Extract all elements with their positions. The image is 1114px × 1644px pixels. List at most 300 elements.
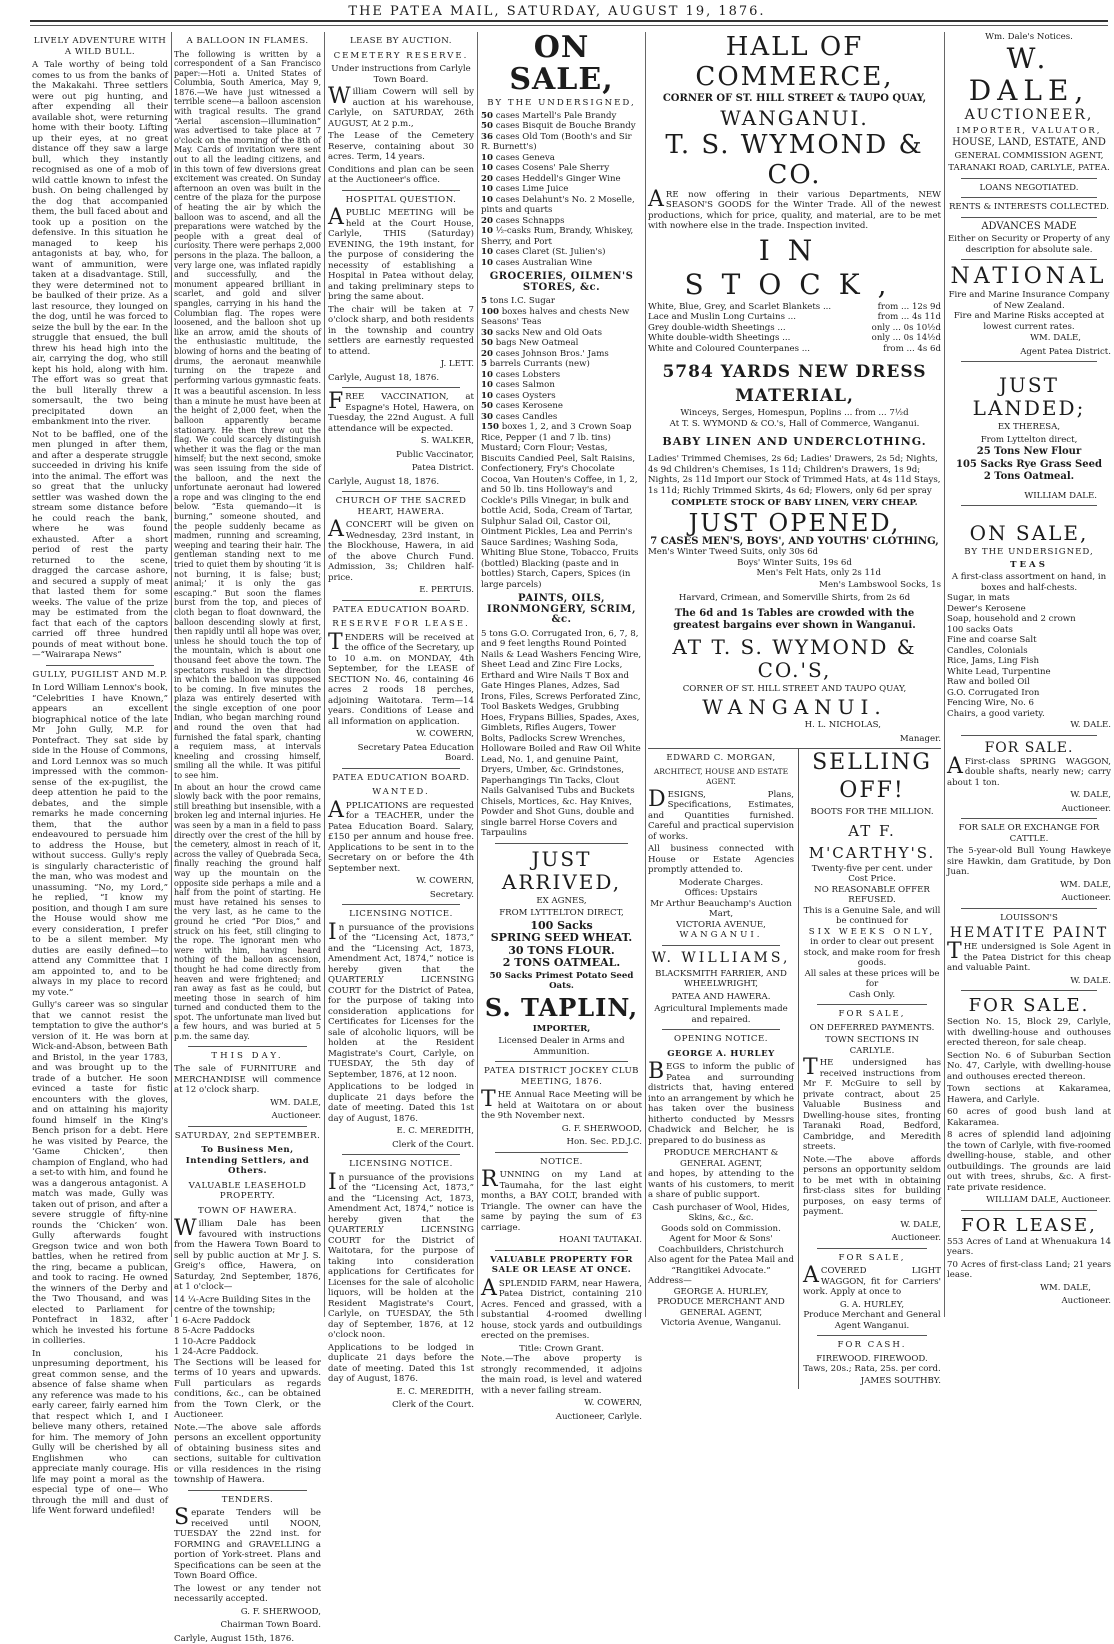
list-item: 10 cases Oysters: [481, 390, 556, 401]
ad-banner: ON SALE,: [969, 521, 1089, 545]
signature-role: Chairman Town Board.: [220, 1620, 321, 1631]
ad-heading: WANTED.: [372, 787, 430, 797]
ad-text: In pursuance of the provisions of the “Licensing Act, 1873,” and the “Licensing Act, 1873, Amendment Act, 1874,” notice is hereby given that the QUARTERLY LICENSING COURT for the District of Waitotara, for the purpose of taking into consideration applications for Certificates for Licenses for the sale of alcoholic liquors, will be holden at the Resident Magistrate's Court, Carlyle, on TUESDAY, the 5th day of September, 1876, at 12 o'clock noon.: [328, 1169, 474, 1340]
ad-heading: FOR SALE,: [838, 1252, 906, 1263]
list-item: 1 24-Acre Paddock.: [174, 1347, 259, 1358]
separator: [188, 1046, 307, 1047]
ad-text: Twenty-five per cent. under Cost Price.: [811, 863, 933, 884]
list-item: 50 cases Kerosene: [481, 401, 563, 411]
list-item: 100 boxes halves and chests New Seasons' Teas: [481, 306, 630, 327]
ad-text: Winceys, Serges, Homespun, Poplins ... from ... 7½d: [680, 408, 909, 418]
list-item: 10 cases Lime Juice: [481, 184, 569, 194]
ad-text: 70 Acres of first-class Land; 21 years lease.: [947, 1259, 1111, 1280]
list-item: 20 cases Heddell's Ginger Wine: [481, 173, 621, 184]
ad-text: Either on Security or Property of any description for absolute sale.: [947, 234, 1110, 255]
ad-text: Offices: Upstairs: [684, 888, 758, 898]
separator: [817, 1335, 927, 1336]
signature-role: Public Vaccinator,: [396, 449, 474, 460]
ad-subheading: ADVANCES MADE: [981, 220, 1077, 232]
lower-right-ads: [799, 749, 941, 1389]
ad-text: Fire and Marine Risks accepted at lowest current rates.: [953, 311, 1105, 332]
ad-heading: OPENING NOTICE.: [674, 1034, 768, 1044]
separator: [961, 259, 1097, 260]
signature-role: Auctioneer.: [1061, 893, 1111, 903]
ad-subheading: BOOTS FOR THE MILLION.: [810, 807, 934, 817]
list-item: 30 sacks New and Old Oats: [481, 327, 603, 338]
ad-text: Fire and Marine Insurance Company of New Zealand.: [948, 290, 1110, 311]
signature-role: Auctioneer.: [1061, 1296, 1111, 1306]
ad-subheading: EX AGNES,: [536, 895, 587, 906]
ad-text: THE Annual Race Meeting will be held at Waitotara on or about the 9th November next.: [481, 1087, 642, 1121]
ad-text: BEGS to inform the public of Patea and surrounding districts that, having entered into an arrangement by which he has taken over the business hitherto conducted by Messrs Chadwick and Belcher, he is prepared to do business as: [648, 1059, 794, 1146]
ad-text: The sale of FURNITURE and MERCHANDISE will commence at 12 o'clock sharp.: [174, 1064, 321, 1096]
article-title: GULLY, PUGILIST AND M.P.: [32, 669, 168, 680]
list-item: 10 cases Salmon: [481, 380, 555, 390]
ad-text: A first-class assortment on hand, in boxes and half-chests.: [951, 572, 1107, 593]
ad-banner: S. TAPLIN,: [484, 992, 639, 1022]
list-item: 10 cases Delahunt's No. 2 Moselle, pints and quarts: [481, 194, 635, 215]
ad-text: COMPLETE STOCK OF BABY LINEN, VERY CHEAP.: [671, 498, 918, 508]
ad-subheading: EX THERESA,: [997, 422, 1061, 432]
ad-text: ARE now offering in their various Departments, NEW SEASON'S GOODS for the Winter Trade. All of the newest productions, which for price, quality, and material, are to be met with nowhere else in the trade. Inspection invited.: [648, 186, 941, 231]
list-item: 1 6-Acre Paddock: [174, 1315, 251, 1326]
signature: WM. DALE,: [270, 1097, 321, 1108]
signature: W. DALE.: [1070, 975, 1111, 986]
separator: [961, 217, 1097, 218]
ad-heading: EDWARD C. MORGAN,: [666, 753, 776, 763]
article-title: A BALLOON IN FLAMES.: [186, 36, 309, 46]
signature-role: Auctioneer, Carlyle.: [555, 1411, 642, 1422]
column-6: [947, 32, 1111, 1317]
ad-text: All sales at these prices will be for: [804, 968, 940, 989]
ad-subheading: CORNER OF ST. HILL STREET & TAUPO QUAY,: [662, 93, 927, 104]
ad-subheading: 25 Tons New Flour: [976, 446, 1082, 457]
ad-subheading: CORNER OF ST. HILL STREET AND TAUPO QUAY,: [682, 683, 907, 694]
ad-text: Cash purchaser of Wool, Hides, Skins, &c., &c.: [652, 1202, 790, 1223]
ad-heading: FOR SALE.: [984, 739, 1074, 756]
ad-text: SIX WEEKS ONLY,: [808, 926, 936, 937]
signature-role: Manager.: [899, 733, 941, 744]
signature: WILLIAM DALE, Auctioneer.: [986, 1195, 1111, 1205]
ad-text: Applications to be lodged in duplicate 21 days before the date of meeting. Dated this 1st day of August, 1876.: [328, 1082, 474, 1124]
article-paragraph: In conclusion, his unpresuming deportment, his great common sense, and the absence of false shame when any reference was made to his early career, fairly earned him that respect which I, and I believe many others, retained for him. The memory of John Gully will be cherished by all Englishmen who can appreciate manly courage. His life may point a moral as the especial type of one— Who through the mill and dust of life Went forward undefiled!: [32, 1348, 168, 1516]
goods-list: [481, 111, 642, 269]
signature: E. C. MEREDITH,: [396, 1386, 474, 1397]
list-item: Rice, Jams, Ling Fish: [947, 656, 1040, 666]
signature: J. LETT.: [440, 359, 474, 369]
signature: WM. DALE,: [1060, 879, 1111, 890]
ad-text: ASPLENDID FARM, near Hawera, Patea District, containing 210 Acres. Fenced and grassed, with a substantial 4-roomed dwelling house, stock yards and outbuildings erected on the premises.: [481, 1275, 642, 1341]
separator: [817, 1004, 927, 1005]
ad-heading: LEASE BY AUCTION.: [349, 36, 453, 46]
ad-text: Applications to be lodged in duplicate 21 days before the date of meeting. Dated this 1st day of August, 1876.: [328, 1342, 474, 1384]
ad-text: Men's Lambswool Socks, 1s: [819, 579, 941, 590]
ad-banner: WANGANUI.: [720, 105, 869, 130]
ad-heading: 5784 YARDS NEW DRESS MATERIAL,: [662, 362, 927, 406]
list-item: G.O. Corrugated Iron: [947, 687, 1040, 698]
signature-role: Auctioneer.: [271, 1111, 321, 1122]
ad-heading: PATEA EDUCATION BOARD.: [332, 772, 470, 783]
list-item: 1 10-Acre Paddock: [174, 1336, 256, 1347]
signature-role: Auctioneer.: [891, 1233, 941, 1243]
ad-text: The Sections will be leased for terms of 10 years and upwards. Full particulars as regards conditions, &c., can be obtained from the Town Clerk, or the Auctioneer.: [174, 1357, 321, 1421]
ad-text: The chair will be taken at 7 o'clock sharp, and both residents in the township and country settlers are earnestly requested to attend.: [328, 304, 474, 357]
separator: [961, 361, 1097, 362]
ad-banner: NATIONAL: [950, 264, 1108, 289]
column-5: [648, 32, 941, 1386]
lower-left-ads: [648, 749, 799, 1389]
signature-role: Secretary.: [429, 889, 474, 900]
signature: GEORGE A. HURLEY,: [673, 1286, 769, 1297]
separator: [961, 197, 1097, 198]
ad-text: APUBLIC MEETING will be held at the Court House, Carlyle, THIS (Saturday) EVENING, the 19th instant, for the purpose of considering the necessity of establishing a Hospital in Patea without delay, and taking preliminary steps to bring the same about.: [328, 205, 474, 302]
column-divider: [645, 32, 646, 1317]
ad-heading: GEORGE A. HURLEY: [667, 1048, 775, 1059]
ad-banner: AT T. S. WYMOND & CO.'S,: [672, 634, 917, 682]
separator: [817, 1248, 927, 1249]
signature-role: Agent Patea District.: [1020, 346, 1111, 357]
ad-subheading: 100 Sacks: [530, 918, 593, 932]
article-paragraph: The following is written by a correspondent of a San Francisco paper:—Hoti a. United States of Columbia, South America, May 9, 1876.—We have just witnessed a terrible scene—a balloon ascension with tragical results. The grand “Aerial ascension—illumination” was advertised to take place at 7 o'clock on the morning of the 8th of May. Cards of invitation were sent out to all the leading citizens, and in this town of few diversions great excitement was created. On Sunday afternoon an oven was built in the centre of the plaza for the purpose of heating the air by which the balloon was to ascend, and all the preparations were watched by the people with a great deal of curiosity. There were perhaps 2,000 persons in the plaza. The balloon, a very large one, was inflated rapidly and successfully, and the monument appeared brilliant in scarlet, and gold and silver spangles, carrying in his hand the Columbian flag. The ropes were loosened, and the balloon shot up like an arrow, amid the shouts of the enthusiastic multitude, the blowing of horns and the beating of drums, the aeronaut meanwhile turning on the trapeze and performing various gymnastic feats.: [174, 49, 321, 385]
ad-text: DESIGNS, Plans, Specifications, Estimates, and Quantities furnished. Careful and practical supervision of works.: [648, 786, 794, 842]
ad-banner: JUST OPENED,: [688, 508, 901, 537]
signature: W. COWERN,: [416, 729, 474, 739]
column-divider: [477, 32, 478, 1317]
ad-subheading: RENTS & INTERESTS COLLECTED.: [948, 202, 1110, 212]
ad-heading: GROCERIES, OILMEN'S STORES, &c.: [489, 271, 634, 293]
separator: [662, 945, 780, 946]
list-item: 10 ½-casks Rum, Brandy, Whiskey, Sherry, and Port: [481, 226, 634, 247]
signature: G. A. HURLEY,: [839, 1299, 905, 1310]
ad-heading: HEMATITE PAINT: [949, 925, 1109, 941]
ad-note: Note.—The above sale affords persons an excellent opportunity of obtaining business sites and sections, suitable for cultivation or villa residences in the rising township of Hawera.: [174, 1422, 321, 1486]
ad-text: Section No. 6 of Suburban Section No. 47, Carlyle, with dwelling-house and outhouses erected thereon.: [947, 1050, 1111, 1082]
list-item: White double-width Sheetings ... only ... 0s 14½d: [648, 333, 941, 343]
ad-text: Harvard, Crimean, and Somerville Shirts, from 2s 6d: [678, 593, 911, 603]
separator: [961, 1210, 1097, 1211]
ad-text: In pursuance of the provisions of the “Licensing Act, 1873,” and the “Licensing Act, 1873, Amendment Act, 1874,” notice is hereby given that the QUARTERLY LICENSING COURT for the District of Patea, for the purpose of taking into consideration applications for Certificates for Licenses for the sale of alcoholic liquors, will be holden at the Resident Magistrate's Court, Carlyle, on TUESDAY, the 5th day of September, 1876, at 12 noon.: [328, 919, 474, 1080]
ad-subheading: PATEA AND HAWERA.: [671, 991, 771, 1002]
lot-list: [174, 1295, 321, 1358]
lower-ads: [648, 748, 941, 1389]
signature: WM. DALE,: [1040, 1282, 1091, 1293]
ad-text: Agent for Moor & Sons' Coachbuilders, Christchurch: [658, 1234, 784, 1255]
signature-role: Victoria Avenue, Wanganui.: [660, 1318, 782, 1328]
list-item: 50 cases Bisquit de Bouche Brandy: [481, 121, 636, 131]
ad-text: At T. S. WYMOND & CO.'s, Hall of Commerce, Wanganui.: [669, 418, 920, 429]
separator: [961, 735, 1097, 736]
ad-heading: LICENSING NOTICE.: [349, 909, 453, 919]
goods-list: [947, 593, 1111, 719]
list-item: 50 cases Martell's Pale Brandy: [481, 110, 617, 121]
ad-text: Goods sold on Commission.: [661, 1223, 781, 1234]
ad-text: 8 acres of splendid land adjoining the town of Carlyle, with five-roomed dwelling-house, stable, and other outbuildings. The grounds are laid out with trees, shrubs, &c. A first-rate private residence.: [947, 1130, 1111, 1193]
list-item: Candles, Colonials: [947, 645, 1028, 656]
ad-text: Cash Only.: [848, 989, 896, 1000]
list-item: 30 cases Candles: [481, 411, 558, 422]
article-paragraph: In about an hour the crowd came slowly back with the poor remains, still breathing but insensible, with a broken leg and internal injuries. He was seen by a man in a field to pass directly over the crest of the hill by the cemetery, almost in reach of it, across the valley of Quebrada Seca, finally reaching the ground half way up the mountain on the opposite side perhaps a mile and a half from the point of starting. He must have retained his senses to the very last, as he came to the ground he cried “Por Dios,” and struck on his feet, still clinging to the rope. The ignorant men who were with him, having heard nothing of the balloon ascension, thought he had come directly from heaven and were frightened; and ran away as fast as he could, but meeting those in search of him turned and conducted them to the spot. The unfortunate man lived but a few hours, and was buried at 5 p.m. the same day.: [174, 782, 321, 1042]
list-item: Lace and Muslin Long Curtains ... from ... 4s 11d: [648, 312, 941, 322]
ad-heading: VALUABLE LEASEHOLD PROPERTY.: [188, 1180, 307, 1202]
signature-role: Auctioneer.: [1061, 803, 1111, 814]
ad-banner: ON SALE,: [509, 30, 614, 97]
ad-heading: LICENSING NOTICE.: [349, 1159, 453, 1169]
ad-banner: W. DALE,: [968, 41, 1090, 107]
signature-role: Secretary Patea Education Board.: [357, 742, 474, 763]
separator: [495, 1061, 628, 1062]
article-paragraph: It was a beautiful ascension. In less than a minute he must have been at the height of 2,000 feet, when the balloon apparently became stationary. He then threw out the flag. We could scarcely distinguish whether it was the flag or the man himself; but the next second, smoke was seen issuing from the side of the balloon, and the next the unfortunate aeronaut had lowered a rope and was clinging to the end below. “Esta quemando—it is burning,” someone shouted, and the people suddenly became as madmen, running and screaming, weeping and tearing their hair. The gentleman standing next to me tried to quiet them by shouting ‘it is not burning, it is false; bust; animal;’ it is only the gas escaping.” But soon the flames burst from the top, and pieces of cloth began to float downward, the balloon descending slowly at first, then rapidly until all hope was over, unless he should touch the top of the mountain, which is about one thousand feet above the town. The spectators rushed in the direction in which the balloon was supposed to be coming. In five minutes the plaza was entirely deserted with the single exception of one poor Indian, who began marching round and round the oven that had furnished the fatal spark, chanting a requiem mass, at intervals kneeling and crossing himself, smiling all the while. It was pitiful to see him.: [174, 387, 321, 781]
ad-heading: PATEA DISTRICT JOCKEY CLUB MEETING, 1876.: [483, 1066, 639, 1087]
article-paragraph: Not to be baffled, one of the men plunged in after them, and after a desperate struggle succeeded in driving his knife into the animal. The effort was so great that the unlucky settler was washed down the stream some distance before he could reach the bank, where he was found exhausted. After a short period of rest the party returned to the scene, dragged the carcase ashore, and secured a supply of meat that lasted them for some weeks. The value of the prize may be estimated from the fact that each of the captors carried off three hundred pounds of meat without bone.—“Wairarapa News”: [32, 429, 168, 660]
ad-banner: FOR LEASE,: [961, 1214, 1097, 1236]
separator: [188, 1126, 307, 1127]
section-heading: Wm. Dale's Notices.: [985, 32, 1073, 42]
signature-role: Hon. Sec. P.D.J.C.: [566, 1137, 642, 1147]
list-item: White and Coloured Counterpanes ... from ... 4s 6d: [648, 343, 941, 354]
ad-text: All business connected with House or Estate Agencies promptly attended to.: [648, 844, 794, 875]
list-item: Fencing Wire, No. 6: [947, 698, 1035, 708]
ad-text: VICTORIA AVENUE,: [676, 919, 766, 930]
ad-date: Carlyle, August 18, 1876.: [328, 476, 440, 487]
ad-heading: W. WILLIAMS,: [651, 949, 791, 966]
signature: W. COWERN,: [416, 876, 474, 886]
ad-text: Also agent for the Patea Mail and “Rangitikei Advocate.”: [648, 1255, 794, 1276]
ad-note: Note.—The above property is strongly recommended, it adjoins the main road, is level and watered with a never failing stream.: [481, 1354, 642, 1396]
separator: [961, 990, 1097, 991]
article-paragraph: In Lord William Lennox's book, “Celebrities I have Known,” appears an excellent biographical notice of the late Mr John Gully, M.P. for Pontefract. They sat side by side in the House of Commons, and Lord Lennox was so much impressed with the common-sense of the ex-pugilist, the deep attention he paid to the debates, and the simple remarks he made concerning them, that the author endeavoured to persuade him to address the House, but without success. Gully's reply is singularly characteristic of the man, who was modest and unassuming. “No, my Lord,” he replied, “I know my position, and though I am sure the House would show me every consideration, I prefer to be a silent member. My duties are easily defined—to attend any Committee that I am appointed to, and to be always in my place to record my vote.”: [32, 683, 168, 998]
ad-subheading: FROM LYTTELTON DIRECT,: [499, 908, 624, 918]
ad-note: Note.—The above affords persons an opportunity seldom to be met with in obtaining first-class sites for building purposes, on easy terms of payment.: [803, 1154, 941, 1217]
separator: [495, 1152, 628, 1153]
ad-subheading: Licensed Dealer in Arms and Ammunition.: [498, 1036, 625, 1057]
ad-heading: FOR CASH.: [837, 1340, 907, 1350]
separator: [961, 818, 1097, 819]
ad-subheading: FOR SALE OR EXCHANGE FOR CATTLE.: [958, 823, 1100, 844]
list-item: 10 cases Cosens' Pale Sherry: [481, 163, 610, 173]
separator: [961, 178, 1097, 179]
ad-text: Men's Winter Tweed Suits, only 30s 6d: [648, 547, 819, 557]
signature: S. WALKER,: [420, 436, 474, 446]
separator: [342, 1154, 460, 1155]
ad-heading: CEMETERY RESERVE.: [333, 50, 469, 61]
list-item: 10 cases Lobsters: [481, 369, 561, 380]
ad-banner: JUST LANDED;: [972, 373, 1086, 420]
list-item: 36 cases Old Tom (Booth's and Sir R. Burnett's): [481, 131, 632, 152]
ad-text: FREE VACCINATION, at Espagne's Hotel, Hawera, on Tuesday, the 22nd August. A full attendance will be expected.: [328, 389, 474, 434]
ad-text: 60 acres of good bush land at Kakaramea.: [947, 1107, 1111, 1128]
ad-banner: WANGANUI.: [702, 695, 887, 719]
separator: [961, 505, 1097, 506]
separator: [342, 904, 460, 905]
ad-text: Separate Tenders will be received until NOON, TUESDAY the 22nd inst. for FORMING and GRAVELLING a portion of York-street. Plans and Specifications can be seen at the Town Board Office.: [174, 1505, 321, 1582]
ad-subheading: Under instructions from Carlyle Town Board.: [331, 64, 471, 85]
ad-heading: HOSPITAL QUESTION.: [345, 194, 457, 205]
ad-text: TENDERS will be received at the office of the Secretary, up to 10 a.m. on MONDAY, 4th September, for the LEASE of SECTION No. 46, containing 46 acres 2 roods 18 perches, adjoining Waitotara. Term—14 years. Conditions of Lease and all information on application.: [328, 629, 474, 727]
ad-subheading: 7 CASES MEN'S, BOYS', AND YOUTHS' CLOTHING,: [650, 535, 939, 547]
column-2: [174, 32, 321, 1644]
separator: [342, 491, 460, 492]
signature-role: Patea District.: [411, 463, 474, 473]
list-item: Grey double-width Sheetings ... only ... 0s 10½d: [648, 322, 941, 333]
ad-text: The 6d and 1s Tables are crowded with the greatest bargains ever shown in Wanganui.: [673, 607, 916, 631]
column-3: [328, 32, 474, 1410]
signature: E. PERTUIS.: [419, 585, 474, 595]
ad-subheading: LOUISSON'S: [1000, 912, 1058, 923]
ad-subheading: 2 Tons Oatmeal.: [983, 471, 1075, 482]
ad-text: RUNNING on my Land at Taumaha, for the last eight months, a BAY COLT, branded with Triangle. The owner can have the same by paying the sum of £3 carriage.: [481, 1167, 642, 1233]
list-item: Dewer's Kerosene: [947, 603, 1026, 614]
list-item: 8 5-Acre Paddocks: [174, 1326, 255, 1337]
ad-text: Section No. 15, Block 29, Carlyle, with dwelling-house and outhouses erected thereon, for sale cheap.: [947, 1017, 1111, 1048]
ad-subheading: TEAS: [1010, 559, 1048, 570]
ad-text: NO REASONABLE OFFER REFUSED.: [814, 884, 930, 905]
ad-banner: T. S. WYMOND & CO.: [665, 129, 924, 190]
ad-date: Carlyle, August 18, 1876.: [328, 372, 440, 383]
ad-text: THE undersigned has received instructions from Mr F. McGuire to sell by private contract, about 25 Valuable Business and Dwelling-house sites, fronting Taranaki Road, Bedford, Cambridge, and Meredith streets.: [803, 1055, 941, 1152]
ad-text: ACOVERED LIGHT WAGGON, fit for Carriers' work. Apply at once to: [803, 1263, 941, 1297]
top-rule: [30, 20, 1108, 22]
signature: JAMES SOUTHBY.: [860, 1375, 941, 1386]
signature: G. F. SHERWOOD,: [240, 1606, 321, 1617]
ad-subheading: 30 TONS FLOUR.: [508, 943, 615, 957]
column-divider: [324, 32, 325, 1317]
ad-text: WANGANUI.: [679, 930, 763, 940]
list-item: 5 tons I.C. Sugar: [481, 296, 556, 306]
ad-text: Men's Felt Hats, only 2s 11d: [756, 568, 881, 578]
ad-subheading: TARANAKI ROAD, CARLYLE, PATEA.: [948, 163, 1110, 173]
list-item: 5 barrels Currants (new): [481, 359, 590, 369]
signature: H. L. NICHOLAS,: [804, 720, 881, 730]
list-item: Soap, household and 2 crown: [947, 614, 1076, 624]
ad-date: Carlyle, August 15th, 1876.: [174, 1633, 295, 1644]
ad-text: Rice, Pepper (1 and 7 lb. tins) Mustard; Corn Flour; Vestas, Biscuits Candied Peel, Salt Raisins, Confectionery, Fry's Chocolate Cocoa, Van Houten's Coffee, in 1, 2, and 50 lb. tins Holloway's and Cockle's Pills Vinegar, in bulk and bottle Acid, Soda, Cream of Tartar, Sulphur Salad Oil, Castor Oil, Ointment Pickles, Lea and Perrin's Sauce Sardines; Washing Soda, Whiting Blue Stone, Tobacco, Fruits (bottled) Blacking (paste and in bottles) Starch, Capers, Spices (in large parcels): [481, 432, 639, 590]
ad-subheading: IMPORTER,: [532, 1023, 591, 1034]
ad-subheading: From Lyttelton direct,: [980, 434, 1078, 445]
signature: E. C. MEREDITH,: [396, 1126, 474, 1136]
ad-text: Boys' Winter Suits, 19s 6d: [737, 557, 852, 568]
ad-heading: SATURDAY, 2nd SEPTEMBER.: [174, 1130, 321, 1141]
separator: [342, 387, 460, 388]
list-item: 10 cases Australian Wine: [481, 257, 593, 268]
ad-subheading: BY THE UNDERSIGNED,: [964, 547, 1094, 557]
signature: W. DALE,: [1070, 790, 1111, 800]
column-divider: [944, 32, 945, 1317]
ad-subheading: IMPORTER, VALUATOR,: [956, 125, 1102, 136]
list-item: 50 bags New Oatmeal: [481, 338, 579, 348]
signature-role: PRODUCE MERCHANT AND GENERAL AGENT,: [657, 1297, 785, 1318]
article-paragraph: A Tale worthy of being told comes to us from the banks of the Makakahi. Three settlers were out pig hunting, and after expending all their available shot, were returning home with their booty. Lifting up their eyes, at no great distance off they saw a large bull, which they instantly recognised as one of a mob of wild cattle known to infest the bush. On being challenged by the dog that accompanied them, the bull faced about and took up a position on the defensive. In this situation he managed to keep his antagonists at bay, who, for want of ammunition, were taken at a disadvantage. Still, they were determined not to be baulked of their prize. As a last resource, they lounged on the dog, until he was forced to seize the bull by the ear. In the struggle that ensued, the bull threw his head high into the air, carrying the dog, who still kept his hold, along with him. The effort was so great that the bull literally threw a somersault, the two being precipitated down an embankment into the river.: [32, 60, 168, 427]
signature: G. F. SHERWOOD,: [561, 1123, 642, 1134]
ad-heading: AUCTIONEER,: [964, 106, 1094, 123]
list-item: White Lead, Turpentine: [947, 666, 1051, 677]
stock-list: [648, 302, 941, 355]
ad-text: William Cowern will sell by auction at his warehouse, Carlyle, on SATURDAY, 26th AUGUST, At 2 p.m.,: [328, 84, 474, 129]
ad-heading: To Business Men, Intending Settlers, and Others.: [185, 1145, 310, 1177]
signature: HOANI TAUTAKAI.: [559, 1235, 642, 1245]
ad-heading: RESERVE FOR LEASE.: [332, 619, 470, 629]
ad-subheading: LOANS NEGOTIATED.: [979, 182, 1079, 193]
ad-heading: TENDERS.: [221, 1494, 274, 1505]
separator: [342, 768, 460, 769]
ad-text: 553 Acres of Land at Whenuakura 14 years.: [947, 1236, 1111, 1257]
signature-role: Produce Merchant and General Agent Wanganui.: [803, 1310, 941, 1331]
top-rule-thin: [30, 25, 1108, 26]
ad-text: The 5-year-old Bull Young Hawkeye sire Hawkin, dam Gratitude, by Don Juan.: [947, 846, 1111, 877]
column-4: [481, 30, 642, 1422]
list-item: Fine and coarse Salt: [947, 635, 1037, 645]
separator: [46, 665, 154, 666]
ad-text: Ladies' Trimmed Chemises, 2s 6d; Ladies' Drawers, 2s 5d; Nights, 4s 9d Children's Chemises, 1s 11d; Children's Drawers, 1s 9d; Nights, 2s 11d Import our Stock of Trimmed Hats, at 4s 11d Stays, 1s 11d; Richly Trimmed Skirts, 4s 6d; Flowers, only 6d per spray: [648, 454, 941, 496]
ad-heading: BABY LINEN AND UNDERCLOTHING.: [662, 435, 927, 448]
ad-banner: HALL OF COMMERCE,: [695, 32, 894, 92]
ad-subheading: 105 Sacks Rye Grass Seed: [956, 458, 1102, 470]
ad-text: Moderate Charges.: [678, 877, 764, 888]
grocery-list: [481, 296, 642, 433]
ad-text: AFirst-class SPRING WAGGON, double shafts, nearly new; carry about 1 ton.: [947, 753, 1111, 788]
list-item: 100 sacks Oats: [947, 624, 1013, 635]
ad-banner: SELLING OFF!: [812, 750, 932, 803]
ad-text: PRODUCE MERCHANT & GENERAL AGENT,: [663, 1148, 779, 1169]
list-item: 10 cases Geneva: [481, 152, 555, 163]
list-item: 20 cases Johnson Bros.' Jams: [481, 348, 609, 359]
article-title: LIVELY ADVENTURE WITH A WILD BULL.: [33, 36, 167, 57]
list-item: 150 boxes 1, 2, and 3 Crown Soap: [481, 422, 632, 432]
ad-subheading: SPRING SEED WHEAT.: [490, 931, 633, 944]
ad-heading: VALUABLE PROPERTY FOR SALE OR LEASE AT ONCE.: [490, 1254, 633, 1275]
signature: W. COWERN,: [584, 1398, 642, 1408]
ad-text: Conditions and plan can be seen at the Auctioneer's office.: [328, 164, 474, 185]
ad-text: APPLICATIONS are requested for a TEACHER, under the Patea Education Board. Salary, £150 per annum and house free. Applications to be sent in to the Secretary on or before the 4th September next.: [328, 797, 474, 874]
ad-text: Mr Arthur Beauchamp's Auction Mart,: [650, 898, 792, 919]
ad-banner: FOR SALE.: [968, 995, 1090, 1016]
ad-text: William Dale has been favoured with instructions from the Hawera Town Board to sell by public auction at Mr J. S. Greig's office, Hawera, on Saturday, 2nd September, 1876, at 1 o'clock—: [174, 1216, 321, 1293]
column-divider: [171, 32, 172, 1317]
separator: [342, 600, 460, 601]
ad-subheading: 50 Sacks Primest Potato Seed Oats.: [489, 970, 634, 991]
ad-subheading: ON DEFERRED PAYMENTS.: [809, 1022, 935, 1033]
separator: [662, 1029, 780, 1030]
ad-subheading: BLACKSMITH FARRIER, AND WHEELWRIGHT,: [655, 968, 787, 989]
list-item: 20 cases Schnapps: [481, 215, 565, 226]
ad-text: and hopes, by attending to the wants of his customers, to merit a share of public support.: [648, 1169, 794, 1200]
column-1: [32, 32, 168, 1516]
ad-subheading: GENERAL COMMISSION AGENT,: [954, 150, 1104, 161]
ad-heading: FOR SALE,: [838, 1009, 906, 1019]
signature: WM. DALE,: [1030, 333, 1081, 343]
signature: W. DALE,: [900, 1219, 941, 1230]
ad-text: The Lease of the Cemetery Reserve, containing about 30 acres. Term, 14 years.: [328, 131, 474, 162]
list-item: Chairs, a good variety.: [947, 708, 1045, 719]
separator: [495, 1250, 628, 1251]
signature-role: Clerk of the Court.: [392, 1400, 474, 1410]
ad-heading: THIS DAY.: [211, 1050, 284, 1061]
ad-banner: AT F. M'CARTHY'S.: [808, 821, 936, 862]
signature: WILLIAM DALE.: [1024, 490, 1097, 501]
list-item: Raw and boiled Oil: [947, 677, 1030, 687]
ad-text: Title: Crown Grant.: [519, 1343, 604, 1354]
ad-banner: JUST ARRIVED,: [501, 846, 622, 894]
ad-text: Address—: [648, 1276, 692, 1286]
separator: [188, 1490, 307, 1491]
ad-text: in order to clear out present stock, and make room for fresh goods.: [803, 937, 941, 968]
signature: W. DALE.: [1070, 720, 1111, 730]
ad-heading: CHURCH OF THE SACRED HEART, HAWERA.: [335, 496, 467, 517]
ad-heading: PATEA EDUCATION BOARD.: [332, 604, 470, 615]
ad-heading: PAINTS, OILS, IRONMONGERY, SCRIM, &c.: [487, 593, 636, 625]
ad-text: This is a Genuine Sale, and will be continued for: [803, 905, 941, 926]
article-paragraph: Gully's career was so singular that we cannot resist the temptation to give the author's version of it. He was born at Wick-and-Abson, between Bath and Bristol, in the year 1783, and was brought up to the trade of a butcher. He soon evinced a taste for fistic encounters with the gloves, and on attaining his majority found himself in the King's Bench prison for a debt. Here he was visited by Pearce, the ‘Game Chicken’, then champion of England, who had a set-to with him, and found he was a dangerous antagonist. A match was made, Gully was taken out of prison, and after a severe struggle of fifty-nine rounds the ‘Chicken’ won. Gully afterwards fought Gregson twice and won both battles, when he retired from the ring, became a publican, and took to racing. He owned the winners of the Derby and the Two Thousand, and was elected to Parliament for Pontefract in 1832, after which he invested his fortune in collieries.: [32, 1000, 168, 1346]
ad-text: ACONCERT will be given on Wednesday, 23rd instant, in the Blockhouse, Hawera, in aid of the above Church Fund. Admission, 3s; Children half-price.: [328, 517, 474, 583]
